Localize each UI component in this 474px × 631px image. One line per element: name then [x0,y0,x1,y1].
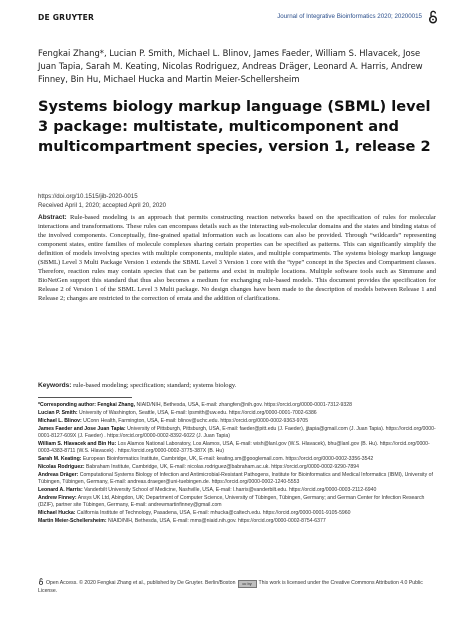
doi-link[interactable]: https://doi.org/10.1515/jib-2020-0015 [38,193,138,200]
open-access-small-icon [38,578,44,585]
page-header [38,13,436,27]
affiliations [38,402,438,526]
affiliation-author-name: Michael L. Blinov: [38,417,82,424]
affiliation-entry [38,418,438,425]
affiliation-author-name: *Corresponding author: Fengkai Zhang, [38,402,136,408]
abstract-label: Abstract: [38,214,67,221]
affiliation-details: University of Pittsburgh, Pittsburgh, USA, E-mail: faeder@pitt.edu (J. Faeder), jjtapia@gmail.com (J. Juan Tapia). https://orcid.org/0000-0001-8127-609X (J. Faeder) . https://orcid.org/0000-0002-8392-6022 (J. Juan Tapia) [38,425,436,439]
affiliation-author-name: James Faeder and Jose Juan Tapia: [38,425,126,432]
abstract-text: Rule-based modeling is an approach that permits constructing reaction networks based on the specification of rules for molecular interactions and transformations. These rules can encompass details such as the interacting sub-molecular domains and the states and binding status of the involved components. Conceptually, fine-grained spatial information such as locations can also be provided. Through “wildcards” representing component states, entire families of molecule complexes sharing certain properties can be specified as patterns. This can significantly simplify the definition of models involving species with multiple components, multiple states, and multiple compartments. The systems biology markup language (SBML) Level 3 Multi Package Version 1 extends the SBML Level 3 Version 1 core with the “type” concept in the Species and Compartment classes. Therefore, reaction rules may contain species that can be patterns and exist in multiple locations. Multiple software tools such as Simmune and BioNetGen support this standard that thus also becomes a medium for exchanging rule-based models. This document provides the specification for Release 2 of Version 1 of the SBML Level 3 Multi package. No design changes have been made to the description of models between Release 1 and Release 2; changes are restricted to the correction of errata and the addition of clarifications. [38,214,436,303]
abstract [38,213,436,303]
keywords [38,381,436,390]
publisher-name: DE GRUYTER [38,13,95,22]
affiliation-author-name: Andreas Dräger: [38,471,79,478]
affiliation-entry [38,456,438,463]
affiliation-author-name: Sarah M. Keating: [38,455,82,462]
affiliation-details: California Institute of Technology, Pasadena, USA, E-mail: mhucka@caltech.edu. https://orcid.org/0000-0001-9105-5960 [76,509,351,516]
article-title: Systems biology markup language (SBML) level 3 package: multistate, multicomponent and multicompartment species, version 1, release 2 [38,98,431,155]
affiliation-author-name: Michael Hucka: [38,509,76,516]
affiliation-author-name: Andrew Finney: [38,494,77,501]
affiliation-author-name: Martin Meier-Schellersheim: [38,517,107,524]
affiliation-details: European Bioinformatics Institute, Cambridge, UK, E-mail: keating.sm@googlemail.com. https://orcid.org/0000-0002-3356-3542 [82,455,374,462]
affiliation-details: Computational Systems Biology of Infection and Antimicrobial-Resistant Pathogens, Institute for Bioinformatics and Medical Informatics (IBMI), University of Tübingen, Tübingen, Germany, E-mail: andreas.draeger@uni-tuebingen.de. https://orcid.org/0000-0002-1240-5553 [38,471,433,485]
affiliation-entry [38,410,438,417]
cc-by-license-icon[interactable]: cc by [238,580,257,588]
affiliation-entry [38,441,438,455]
received-dates: Received April 1, 2020; accepted April 20, 2020 [38,202,167,209]
keywords-text: rule-based modeling; specification; standard; systems biology. [73,382,237,389]
affiliation-entry [38,464,438,471]
affiliation-details: Vanderbilt University School of Medicine, Nashville, USA, E-mail: l.harris@vanderbilt.edu. https://orcid.org/0000-0003-2112-6940 [84,486,377,493]
affiliation-entry [38,426,438,440]
affiliation-author-name: Nicolas Rodriguez: [38,463,85,470]
affiliation-entry [38,402,438,409]
license-right-text: This work is licensed under the Creative Commons Attribution 4.0 Public License. [38,580,423,594]
license-left-text: Open Access. © 2020 Fengkai Zhang et al., published by De Gruyter. Berlin/Boston [46,580,236,586]
affiliation-entry [38,518,438,525]
affiliation-details: Los Alamos National Laboratory, Los Alamos, USA, E-mail: wish@lanl.gov (W.S. Hlavacek), bhu@lanl.gov (B. Hu). https://orcid.org/0000-0003-4383-8711 (W.S. Hlavacek) . https://orcid.org/0000-0002-3775-387X (B. Hu) [38,440,430,454]
affiliation-author-name: Leonard A. Harris: [38,486,83,493]
affiliation-entry [38,472,438,486]
affiliation-details: NIAID/NIH, Bethesda, USA, E-mail: mms@niaid.nih.gov. https://orcid.org/0000-0002-8754-6377 [108,517,326,524]
affiliation-entry [38,487,438,494]
license-footer [38,578,438,595]
affiliation-author-name: William S. Hlavacek and Bin Hu: [38,440,117,447]
affiliation-details: UConn Health, Farmington, USA, E-mail: blinov@uchc.edu. https://orcid.org/0000-0002-9363-9705 [83,417,309,424]
open-access-icon [428,10,438,24]
affiliation-details: Ansys UK Ltd, Abingdon, UK; Department of Computer Science, University of Tübingen, Tübingen, Germany; and German Center for Infection Research (DZIF), partner site Tübingen, Germany, E-mail: andrewmartinfinney@gmail.com [38,494,425,508]
affiliation-entry [38,510,438,517]
affiliation-details: NIAID/NIH, Bethesda, USA, E-mail: zhangfen@nih.gov. https://orcid.org/0000-0001-7312-9328 [136,402,352,408]
affiliation-details: Babraham Institute, Cambridge, UK, E-mail: nicolas.rodriguez@babraham.ac.uk. https://orcid.org/0000-0002-9290-7894 [86,463,359,470]
author-list: Fengkai Zhang*, Lucian P. Smith, Michael L. Blinov, James Faeder, William S. Hlavacek, Jose Juan Tapia, Sarah M. Keating, Nicolas Rodriguez, Andreas Dräger, Leonard A. Harris, Andrew Finney, Bin Hu, Michael Hucka and Martin Meier-Schellersheim [38,48,423,84]
footnote-rule [38,397,132,398]
affiliation-entry [38,495,438,509]
keywords-label: Keywords: [38,382,72,389]
affiliation-author-name: Lucian P. Smith: [38,409,78,416]
journal-citation: Journal of Integrative Bioinformatics 2020; 20200015 [277,13,422,20]
affiliation-details: University of Washington, Seattle, USA, E-mail: lpsmith@uw.edu. https://orcid.org/0000-0001-7002-6386 [79,409,317,416]
